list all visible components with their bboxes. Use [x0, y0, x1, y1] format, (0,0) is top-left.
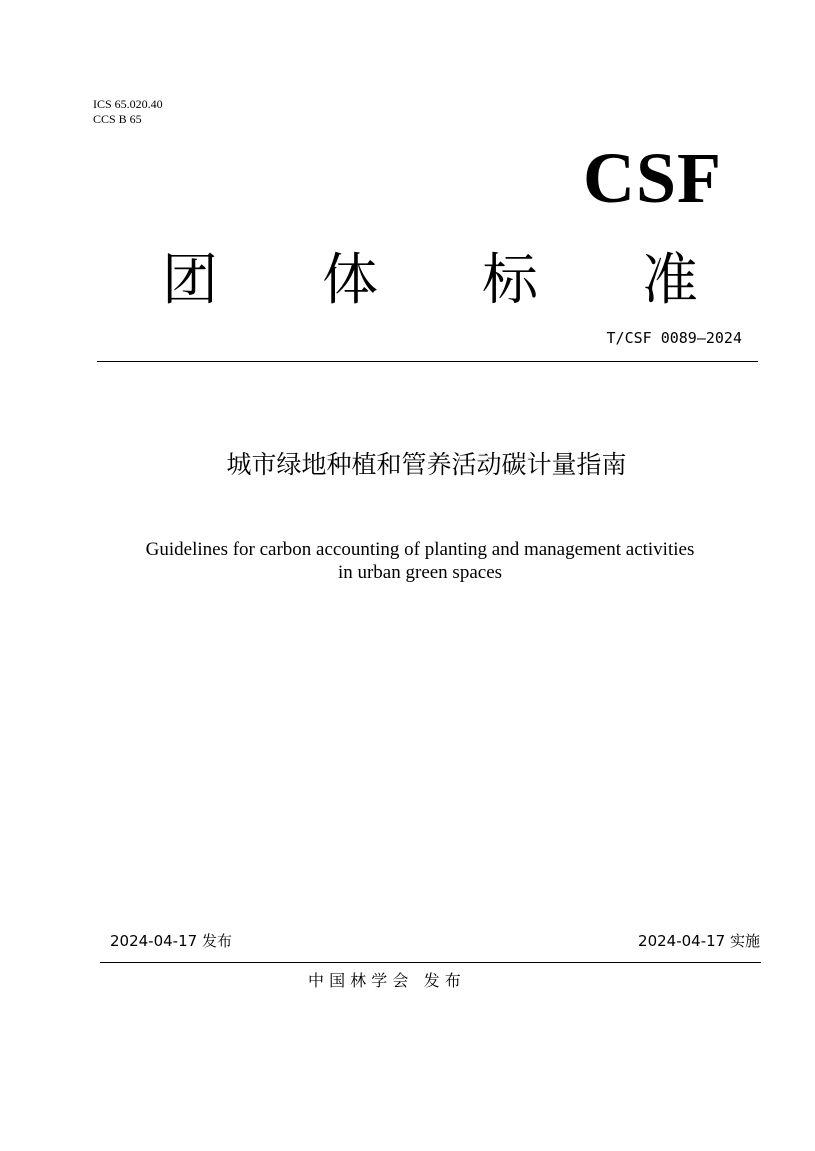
- standard-type-char: 体: [322, 248, 378, 313]
- implementation-date: 2024-04-17 实施: [638, 932, 760, 950]
- classification-codes: [93, 97, 163, 127]
- standard-type-char: 团: [162, 248, 218, 313]
- ccs-code: CCS B 65: [93, 112, 142, 126]
- standard-type-title: [160, 246, 700, 316]
- issue-date: 2024-04-17 发布: [110, 932, 232, 950]
- bottom-divider: [100, 962, 761, 963]
- english-title-line: Guidelines for carbon accounting of planting and management activities: [145, 539, 695, 560]
- publisher: 中 国 林 学 会 发 布: [308, 971, 461, 990]
- standard-number: T/CSF 0089—2024: [606, 329, 742, 347]
- top-divider: [97, 361, 758, 362]
- chinese-title: 城市绿地种植和管养活动碳计量指南: [226, 450, 627, 479]
- standard-type-char: 准: [642, 248, 698, 313]
- ics-code: ICS 65.020.40: [93, 97, 163, 111]
- org-mark: CSF: [582, 138, 722, 218]
- standard-type-char: 标: [482, 248, 538, 313]
- english-title-line: in urban green spaces: [337, 562, 503, 583]
- english-title: [80, 538, 760, 584]
